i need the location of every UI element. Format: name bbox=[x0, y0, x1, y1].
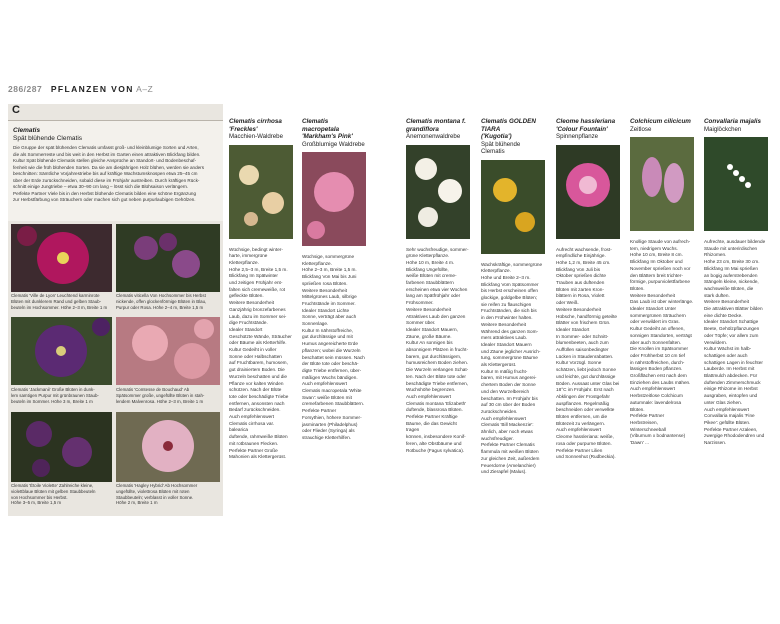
feature-title: Clematis bbox=[13, 127, 41, 134]
plant-title: Clematis montana f. grandiflora bbox=[406, 118, 466, 133]
caption-ville-de-lyon: Clematis 'Ville de Lyon' Leuchtend karminrote Blüten mit dunklerem Rand und gelben Staub- beuteln im Hochsommer. Höhe 2–3 m, Breite 1 m bbox=[11, 293, 108, 310]
description-line: Kultur In nährstoffreiche, bbox=[302, 327, 353, 333]
description-line: Kultur In mäßig frucht- bbox=[481, 368, 528, 374]
description-line: Blickfang Im Spätwinter bbox=[229, 273, 278, 279]
photo-jackmanii bbox=[11, 317, 112, 385]
plant-photo bbox=[406, 145, 470, 239]
description-line: empfindliche Einjährige. bbox=[556, 253, 606, 259]
description-line: Auffüllen saisonbedingter bbox=[556, 347, 609, 353]
running-header bbox=[8, 84, 388, 100]
description-line: lässigen Boden pflanzen. bbox=[630, 366, 683, 372]
description-line: Perfekte Partner bbox=[302, 408, 337, 414]
description-line: Kultur Gedeiht in voller bbox=[229, 347, 277, 353]
description-line: sommergrünen Sträuchern bbox=[630, 312, 686, 318]
description-line: Weitere Besonderheit bbox=[229, 300, 274, 306]
photo-comtesse-de-bouchaud bbox=[116, 317, 220, 385]
plant-description bbox=[704, 239, 768, 447]
description-line: eine dichte Decke. bbox=[704, 312, 743, 318]
description-line: Mahonien als Klettergerüst. bbox=[229, 454, 287, 460]
description-line: Blickfang Im Mai sprießen bbox=[704, 265, 758, 271]
description-line: erscheinen etwa vier Wochen bbox=[406, 286, 468, 292]
description-line: dige Fruchtstände. bbox=[229, 320, 268, 326]
description-line: weiße Blüten mit creme- bbox=[406, 273, 457, 279]
description-line: schätzen, liebt jedoch Sonne bbox=[556, 367, 616, 373]
description-line: bis Herbst erscheinen offen bbox=[481, 288, 538, 294]
description-line: 'Dawn' ... bbox=[630, 440, 649, 446]
description-line: humusreichem Boden ziehen. bbox=[406, 360, 469, 366]
plant-column bbox=[481, 118, 545, 476]
description-line: digte Triebe entfernen, über- bbox=[302, 367, 362, 373]
description-line: Perfekte Partner Kräftige bbox=[406, 414, 458, 420]
description-line: Böden. Aussaat unter Glas bei bbox=[556, 380, 620, 386]
description-line: Clematis montana 'Elizabeth' bbox=[406, 400, 467, 406]
description-line: Während des ganzen Som- bbox=[481, 328, 539, 334]
description-line: Blüten. bbox=[630, 406, 645, 412]
plant-common-name: Macchien-Waldrebe bbox=[229, 133, 283, 140]
description-line: flammula mit weißen Blüten bbox=[481, 449, 539, 455]
description-line: Weitere Besonderheit bbox=[704, 299, 749, 305]
description-line: ausgraben, eintopfen und bbox=[704, 393, 758, 399]
description-line: Höhe 23 cm, Breite 30 cm. bbox=[704, 259, 760, 265]
description-line: Höhe 1,2 m, Breite 45 cm. bbox=[556, 259, 611, 265]
description-line: Pikee': gefüllte Blüten. bbox=[704, 419, 751, 425]
description-line: Perfekte Partner Lilien bbox=[556, 447, 603, 453]
caption-hagley-hybrid: Clematis 'Hagley Hybrid' Ab Hochsommer ungefüllte, violettrosa Blüten mit roten Staubbeuteln; verblasst in voller Sonne. Höhe 2 m, Breite 1 m bbox=[116, 483, 198, 506]
description-line: zurückschneiden. bbox=[481, 408, 518, 414]
description-line: Perfekte Partner bbox=[630, 413, 665, 419]
description-line: an bogig auferstrebenden bbox=[704, 272, 758, 278]
description-line: oder Frühherbst 10 cm tief bbox=[630, 352, 685, 358]
plant-title: Colchicum cilicicum bbox=[630, 118, 691, 125]
description-line: Ganzjährig bronzefarbenes bbox=[229, 306, 286, 312]
description-line: oder Bäume als Kletterhilfe. bbox=[229, 340, 287, 346]
description-line: Perfekte Partner Azaleen, bbox=[704, 426, 758, 432]
description-line: Blickfang Ungefüllte, bbox=[406, 266, 449, 272]
plant-column bbox=[406, 118, 470, 454]
photo-ville-de-lyon bbox=[11, 224, 112, 292]
plant-column bbox=[556, 118, 620, 461]
description-line: cremefarbenen Staubblättern. bbox=[302, 401, 365, 407]
description-line: Pflanze vor kalten Winden bbox=[229, 380, 284, 386]
description-line: Kletterpflanze. bbox=[481, 268, 511, 274]
description-line: Blüten mit zarten Kron- bbox=[556, 286, 604, 292]
description-line: auspflanzen. Regelmäßig bbox=[556, 400, 610, 406]
description-line: schattigen Lagen in feuchter bbox=[704, 359, 763, 365]
description-line: stark duften. bbox=[704, 292, 730, 298]
description-line: förmige, purpurviolettfarbene bbox=[630, 279, 690, 285]
description-line: Sonne, verträgt aber auch bbox=[302, 314, 357, 320]
description-line: tung, sommergrüne Bäume bbox=[481, 355, 538, 361]
description-line: auf 30 cm über der Boden bbox=[481, 402, 536, 408]
description-line: jasminarten (Philadelphus) bbox=[302, 421, 358, 427]
description-line: Trauben aus duftenden bbox=[556, 280, 605, 286]
description-line: Weitere Besonderheit bbox=[556, 306, 601, 312]
description-line: oder verwildert im Gras. bbox=[630, 319, 680, 325]
description-line: Clematis macropetala 'White bbox=[302, 388, 362, 394]
description-line: Blüten. bbox=[630, 285, 645, 291]
description-line: Weitere Besonderheit bbox=[481, 321, 526, 327]
description-line: unter Glas ziehen. bbox=[704, 399, 743, 405]
description-line: Herbstzeitlose Colchicum bbox=[630, 393, 683, 399]
description-line: Clematis cirrhosa var. balearica bbox=[229, 420, 275, 433]
plant-title: Clematis GOLDEN TIARA ('Kugotia') bbox=[481, 118, 536, 140]
description-line: Attraktives Laub den ganzen bbox=[406, 313, 466, 319]
section-range: A–Z bbox=[136, 84, 154, 94]
plant-description bbox=[630, 239, 694, 447]
plant-column bbox=[630, 118, 694, 447]
description-line: Aufrecht wachsende, frost- bbox=[556, 246, 612, 252]
description-line: ten. Nach der Blüte tote oder bbox=[406, 373, 466, 379]
description-line: Fruchtständen, die sich bis bbox=[481, 308, 537, 314]
description-line: Rhizomen. bbox=[704, 252, 727, 258]
description-line: Bäume, die das Gewicht tragen bbox=[406, 420, 457, 433]
description-line: farbenen Staubblättern bbox=[406, 280, 454, 286]
description-line: pflanzen; wobei die Wurzeln bbox=[302, 347, 361, 353]
plant-description bbox=[302, 254, 366, 442]
description-line: Idealer Standort Unter bbox=[630, 306, 677, 312]
description-line: Kultur An sonnigen bis bbox=[406, 340, 453, 346]
plant-common-name: Zeitlose bbox=[630, 125, 652, 133]
description-line: Höhe 2–3 m, Breite 1,5 m. bbox=[302, 267, 357, 273]
description-line: Wachskräftige, sommergrüne bbox=[481, 261, 543, 267]
description-line: gut drainiertem Boden. Die bbox=[229, 367, 285, 373]
plant-photo bbox=[481, 160, 545, 254]
description-line: Convallaria majalis 'Fine bbox=[704, 413, 755, 419]
description-line: schützen. Nach der Blüte bbox=[229, 387, 282, 393]
description-line: absonnigem Plätzen in frucht- bbox=[406, 347, 469, 353]
plant-description bbox=[229, 247, 293, 462]
description-line: Forsythien, höhere Sommer- bbox=[302, 414, 362, 420]
description-line: duftenden Zimmerschmuck bbox=[704, 379, 761, 385]
description-line: Wüchsige, sommergrüne bbox=[302, 254, 355, 259]
description-line: Lücken in Staudenrabatten. bbox=[556, 353, 614, 359]
description-line: Die Knollen im Spätsommer bbox=[630, 346, 689, 352]
description-line: Swan': weiße Blüten mit bbox=[302, 394, 352, 400]
description-line: beschattet sein müssen. Nach bbox=[302, 354, 365, 360]
description-line: Kletterpflanze. bbox=[302, 260, 332, 266]
description-line: Cleome hassleriana: weiße, bbox=[556, 434, 614, 440]
description-line: Wuchshöhe begrenzen. bbox=[406, 387, 456, 393]
description-line: chertem Boden der Sonne bbox=[481, 382, 536, 388]
description-line: Humus angereicherte Erde bbox=[302, 341, 359, 347]
plant-common-name: Anemonenwaldrebe bbox=[406, 133, 461, 140]
plant-title: Convallaria majalis bbox=[704, 118, 762, 125]
description-line: Mittelgrünes Laub, silbrige bbox=[302, 294, 357, 300]
description-line: Rotbuche (Fagus sylvatica). bbox=[406, 447, 465, 453]
description-line: Höhe 2,5–3 m, Breite 1,5 m. bbox=[229, 266, 288, 272]
description-line: Bedarf zurückschneiden. bbox=[229, 407, 281, 413]
description-line: blättern in Rosa, Violett bbox=[556, 293, 605, 299]
description-line: Geschützte Wände, Sträucher bbox=[229, 333, 292, 339]
description-line: Blütezeit zu verlängern. bbox=[556, 420, 605, 426]
letter-bar bbox=[8, 104, 223, 121]
description-line: 18°C im Frühjahr. Erst nach bbox=[556, 387, 614, 393]
description-line: oder Weiß. bbox=[556, 300, 579, 306]
description-line: und leichte, gut durchlässige bbox=[556, 373, 616, 379]
plant-photo bbox=[302, 152, 366, 246]
caption-jackmanii: Clematis 'Jackmanii' Große Blüten in dunk- lem samtigen Purpur mit grünbraunen Staub- beuteln im Sommer. Höhe 3 m, Breite 1 m bbox=[11, 387, 99, 404]
plant-column bbox=[704, 118, 768, 447]
description-line: Aufrechte, ausdauer bildende bbox=[704, 239, 766, 244]
plant-photo bbox=[630, 137, 694, 231]
description-line: strauchige Kletterhilfen. bbox=[302, 434, 351, 440]
description-line: Auch empfehlenswert bbox=[630, 386, 676, 392]
description-line: und Zierapfel (Malus). bbox=[481, 469, 527, 475]
description-line: feren, alte Obstbäume und bbox=[406, 440, 462, 446]
description-line: einige Rhizome im Herbst bbox=[704, 386, 758, 392]
description-line: Sehr wuchsfreudige, sommer- bbox=[406, 246, 469, 252]
description-line: baren, mit Humus angerei- bbox=[481, 375, 537, 381]
description-line: und den Wurzelbereich bbox=[481, 388, 530, 394]
feature-subtitle: Spät blühende Clematis bbox=[13, 135, 83, 142]
description-line: Abklingen der Frostgefahr bbox=[556, 393, 610, 399]
description-line: ähnlich, aber noch etwas bbox=[481, 429, 533, 435]
description-line: Sonne oder Halbschatten bbox=[229, 353, 282, 359]
description-line: Staude mit unterirdischen bbox=[704, 245, 758, 251]
description-line: und Sonnenhut (Rudbeckia). bbox=[556, 454, 616, 460]
description-line: Höhe 10 cm, Breite 8 cm. bbox=[630, 252, 683, 258]
description-line: Blüten entfernen, um die bbox=[556, 414, 608, 420]
description-line: Frühsommer. bbox=[406, 300, 434, 306]
description-line: und zeitigen Frühjahr ent- bbox=[229, 280, 283, 286]
section-letter: C bbox=[12, 104, 20, 116]
description-line: Kletterpflanze. bbox=[229, 259, 259, 265]
description-line: Weitere Besonderheit bbox=[302, 287, 347, 293]
caption-comtesse: Clematis 'Comtesse de Bouchaud' Ab Spätsommer große, ungefüllte Blüten in stah- lendem Malvenrosa. Höhe 2–3 m, Breite 1 m bbox=[116, 387, 205, 404]
description-line: Auch empfehlenswert bbox=[406, 393, 452, 399]
description-line: der Blüte tote oder beschä- bbox=[302, 361, 359, 367]
description-line: Blickfang Von Mai bis Juni bbox=[302, 274, 357, 280]
page-numbers: 286/287 bbox=[8, 84, 43, 94]
description-line: Fruchtstände im Sommer. bbox=[302, 300, 356, 306]
description-line: Idealer Standort bbox=[229, 326, 263, 332]
description-line: beschneiden oder verwelkte bbox=[556, 407, 615, 413]
description-line: Höhe und Breite 2–3 m. bbox=[481, 274, 531, 280]
description-line: Kultur Vorzügl. Sonne bbox=[556, 360, 602, 366]
description-line: und Zäune jeglicher Ausrich- bbox=[481, 348, 541, 354]
plant-column bbox=[229, 118, 293, 461]
description-line: barem, gut durchlässigem, bbox=[406, 353, 462, 359]
description-line: Auch empfehlenswert bbox=[481, 415, 527, 421]
description-line: November sprießen noch vor bbox=[630, 265, 691, 271]
description-line: als Klettergerüst. bbox=[481, 362, 517, 368]
description-line: Das Laub ist über winterlänge. bbox=[630, 299, 694, 305]
plant-common-name: Großblumige Waldrebe bbox=[302, 140, 365, 148]
description-line: zur gleichen Zeit, außerdem bbox=[481, 455, 540, 461]
plant-photo bbox=[556, 145, 620, 239]
description-line: Idealer Standort Lichte bbox=[302, 307, 350, 313]
description-line: gut durchlässige und mit bbox=[302, 334, 353, 340]
description-line: rosa oder purpurne Blüten. bbox=[556, 440, 612, 446]
description-line: mäßigen Wuchs bändigen. bbox=[302, 374, 358, 380]
description-line: harte, immergrüne bbox=[229, 253, 268, 259]
description-line: Perfekte Partner Clematis bbox=[481, 442, 535, 448]
caption-etoile-violette: Clematis 'Étoile Violette' Zahlreiche kleine, violettblaue Blüten mit gelben Staubbeuteln von Hochsommer bis Herbst. Höhe 3–5 m, Breite 1,5 m bbox=[11, 483, 96, 506]
description-line: duftende, blassrosa Blüten. bbox=[406, 407, 463, 413]
plant-photo bbox=[704, 137, 768, 231]
feature-entry bbox=[8, 121, 223, 221]
description-line: Herbstreisen, Winterschneeball bbox=[630, 419, 666, 432]
description-line: tem, niedrigem Wuchs. bbox=[630, 245, 678, 251]
description-line: blumenbeeten, auch zum bbox=[556, 340, 609, 346]
description-line: Kultur Gedeiht an offenen, bbox=[630, 326, 685, 332]
description-line: Wurzeln beschatten und die bbox=[229, 373, 288, 379]
feature-text: Die Gruppe der spät blühenden Clematis umfasst groß- und kleinblumige Sorten und Arten, die als Sommerreste und bis weit in den Herbst im Garten einen attraktiven Blickfang bilden. Kultur Spät blühende Clematis stellen gleiche Ansprüche an Standort- und Bodenbeschaf- fenheit wie die früh blühenden Sorten. Da sie am diesjährigen Holz blühen, werden sie anders beschnitten: Sämtliche Vorjahrestriebe bis auf kräftige Wachstumsknospen etwa 25–45 cm über der Erde zurückschneiden, sobald diese im Frühjahr austreiben. Durch kräftigen Rück- schnitt einige Jungtriebe – etwa 30–90 cm lang – lösst sich die Blühsaison verlängern. Perfekte Partner Viele bis in den Herbst blühende Clematis bilden eine schöne Ergänzung zur Herbstfärbung von Sträuchern oder machen sich gut neben purpurlaubigen Gehölzen. bbox=[13, 145, 205, 202]
description-line: Wüchsige, bedingt winter- bbox=[229, 246, 283, 252]
description-line: Knollige Staude von aufrech- bbox=[630, 239, 691, 244]
plant-description bbox=[481, 262, 545, 477]
plant-common-name: Spinnenpflanze bbox=[556, 133, 599, 140]
description-line: lang am Spätfrühjahr oder bbox=[406, 293, 461, 299]
description-line: autumnale: lavendelrosa bbox=[630, 399, 682, 405]
description-line: entfernen, ansonsten nach bbox=[229, 400, 285, 406]
description-line: wuchsfreudiger. bbox=[481, 435, 514, 441]
description-line: Beete, Gehölzpflanzungen bbox=[704, 326, 760, 332]
description-line: beschatten. Im Frühjahr bis bbox=[481, 395, 538, 401]
plant-common-name: Spät blühende Clematis bbox=[481, 140, 521, 155]
description-line: Idealer Standort Mauern bbox=[481, 341, 532, 347]
photo-viticella bbox=[116, 224, 220, 292]
description-line: Verwildern. bbox=[704, 339, 728, 345]
description-line: in nährstoffreichen, durch- bbox=[630, 359, 685, 365]
description-line: auf Fruchtbarem, humosem, bbox=[229, 360, 288, 366]
plant-title: Clematis cirrhosa 'Freckles' bbox=[229, 118, 282, 133]
description-line: (Viburnum x bodnantense) bbox=[630, 433, 686, 439]
plant-column bbox=[302, 118, 366, 442]
description-line: schattigen oder auch bbox=[704, 352, 748, 358]
description-line: Kultur Wächst im halb- bbox=[704, 346, 752, 352]
description-line: grüne Kletterpflanze. bbox=[406, 253, 450, 259]
description-line: Oktober sprießen dichte bbox=[556, 273, 607, 279]
description-line: sonnigen Standorten, verträgt bbox=[630, 332, 692, 338]
plant-description bbox=[556, 247, 620, 462]
description-line: falten sich cremeweiße, rot bbox=[229, 286, 286, 292]
description-line: Blätter von frischem Grün. bbox=[556, 320, 611, 326]
description-line: mers attraktives Laub. bbox=[481, 335, 528, 341]
section-title: PFLANZEN VON bbox=[50, 84, 134, 94]
plant-description bbox=[406, 247, 470, 455]
description-line: In Sommer- oder Schnitt- bbox=[556, 333, 609, 339]
description-line: Perfekte Partner Große bbox=[229, 447, 278, 453]
description-line: Einziehen des Laubs mähen. bbox=[630, 379, 691, 385]
photo-hagley-hybrid bbox=[116, 412, 220, 482]
description-line: Clematis 'Bill Mackenzie': bbox=[481, 422, 534, 428]
description-line: mit rotbraunen Flecken. bbox=[229, 440, 279, 446]
description-line: können, insbesondere Konif- bbox=[406, 434, 466, 440]
description-line: spriießen rosa Blüten. bbox=[302, 280, 348, 286]
description-line: Auch empfehlenswert bbox=[556, 427, 602, 433]
description-line: Zäune, große Bäume. bbox=[406, 333, 452, 339]
plant-title: Clematis macropetala 'Markham's Pink' bbox=[302, 118, 353, 140]
description-line: Auch empfehlenswert bbox=[704, 406, 750, 412]
description-line: wachsweiße Blüten, die bbox=[704, 285, 754, 291]
description-line: Weitere Besonderheit bbox=[630, 292, 675, 298]
description-line: Auch empfehlenswert bbox=[229, 414, 275, 420]
description-line: Blickfang Vom Spätsommer bbox=[481, 281, 539, 287]
description-line: Laub, dazu im Sommer sei- bbox=[229, 313, 287, 319]
description-line: Sommer über. bbox=[406, 320, 436, 326]
description-line: Feuerdorne (Amelanchier) bbox=[481, 462, 536, 468]
description-line: Narzissen. bbox=[704, 440, 727, 446]
description-line: Idealer Standort bbox=[556, 326, 590, 332]
photo-etoile-violette bbox=[11, 412, 112, 482]
plant-photo bbox=[229, 145, 293, 239]
description-line: oder Töpfe; vor allem zum bbox=[704, 332, 759, 338]
description-line: Weitere Besonderheit bbox=[406, 306, 451, 312]
caption-viticella: Clematis viticella Von Hochsommer bis Herbst nickende, offen glockenförmige Blüten in Blau, Purpur oder Rosa. Höhe 2–4 m, Breite 1,5 m bbox=[116, 293, 207, 310]
description-line: Blickfang Von Juli bis bbox=[556, 266, 601, 272]
plant-common-name: Maiglöckchen bbox=[704, 125, 742, 133]
description-line: sie reifen zu flauschigen bbox=[481, 301, 532, 307]
description-line: duftende, rahmweiße Blüten bbox=[229, 434, 288, 440]
description-line: Idealer Standort Mauern, bbox=[406, 326, 458, 332]
description-line: Hübsche, handförmig geteilte bbox=[556, 313, 617, 319]
description-line: Blickfang Im Oktober und bbox=[630, 259, 683, 265]
description-line: Sonnenlage. bbox=[302, 321, 329, 327]
description-line: Höhe 10 m, Breite 4 m. bbox=[406, 259, 455, 265]
description-line: in den Frühwinter halten. bbox=[481, 315, 533, 321]
description-line: zwergige Rhododendren und bbox=[704, 433, 765, 439]
description-line: Stängeln kleine, nickende, bbox=[704, 279, 759, 285]
description-line: glockige, goldgelbe Blüten; bbox=[481, 295, 538, 301]
description-line: aber auch Sonnenfalten. bbox=[630, 339, 682, 345]
description-line: Blattmulch abdecken. Für bbox=[704, 373, 758, 379]
description-line: Idealer Standort Schattige bbox=[704, 319, 759, 325]
description-line: Lauberde. Im Herbst mit bbox=[704, 366, 755, 372]
description-line: Auch empfehlenswert bbox=[302, 381, 348, 387]
description-line: Die attraktiven Blätter bilden bbox=[704, 306, 763, 312]
description-line: gefleckte Blüten. bbox=[229, 293, 264, 299]
description-line: oder Flieder (Syringa) als bbox=[302, 428, 355, 434]
description-line: Großflächen erst nach dem bbox=[630, 373, 687, 379]
description-line: den Blättern breit trichter- bbox=[630, 272, 683, 278]
plant-title: Cleome hassleriana 'Colour Fountain' bbox=[556, 118, 616, 133]
description-line: tote oder beschädigte Triebe bbox=[229, 393, 289, 399]
description-line: beschädigte Triebe entfernen, bbox=[406, 380, 469, 386]
description-line: Die Wurzeln verlangen Schat- bbox=[406, 367, 469, 373]
